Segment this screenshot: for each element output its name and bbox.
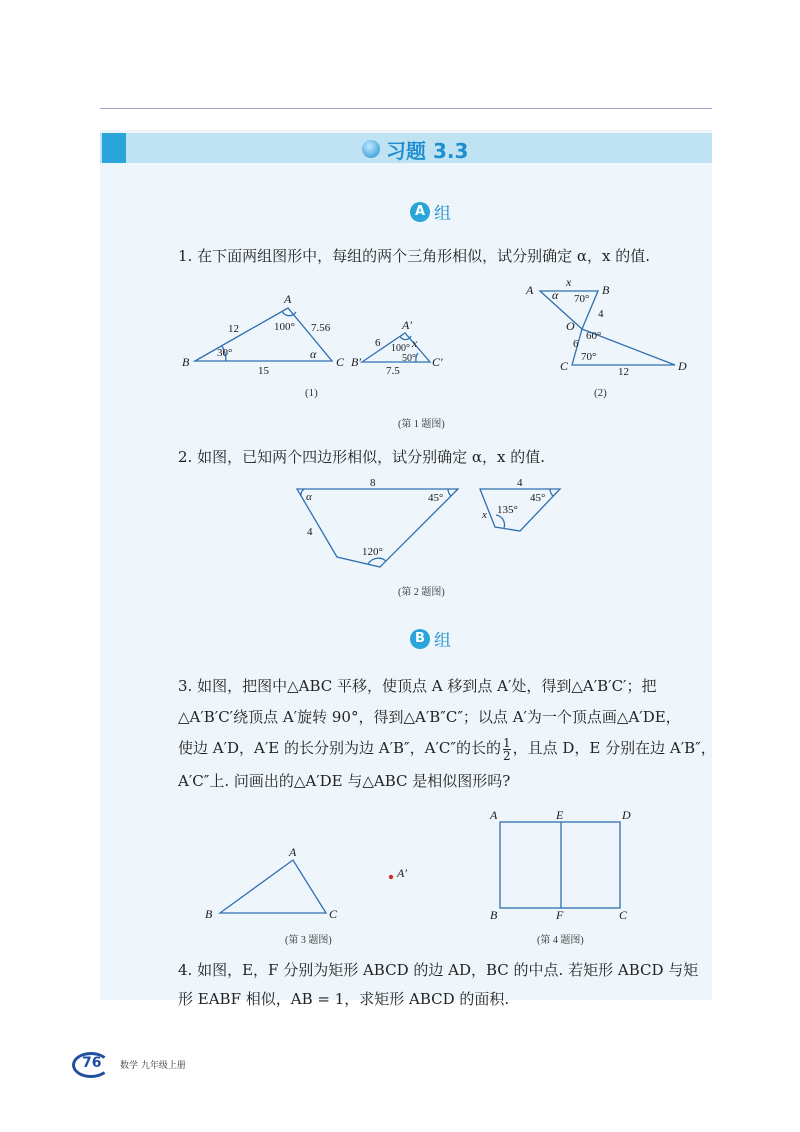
rectangle-abcd [500,822,620,908]
label-d: D [678,359,687,373]
label-c-fig3: C [329,907,338,921]
question-2: 2. 如图，已知两个四边形相似，试分别确定 α，x 的值. [178,448,545,466]
bulb-icon [362,140,380,158]
sub-caption-1: (1) [305,387,318,399]
angle-mark-alpha [301,489,304,496]
sub-caption-2: (2) [594,387,607,399]
label-angle-b-2: 70° [574,293,590,305]
label-bc: 15 [258,365,269,377]
figure-2-caption: (第 2 题图) [398,587,445,598]
angle-mark-a-prime [400,336,411,340]
label-cd: 12 [618,366,629,378]
label-ob: 4 [598,308,604,320]
angle-mark-a [282,311,296,316]
page-number: 76 [82,1055,102,1071]
label-side-8: 8 [370,477,376,489]
page-number-badge [72,1052,112,1078]
label-d-fig4: D [622,808,631,822]
label-angle-b: 30° [217,347,233,359]
question-3-line-3a: 使边 A′D，A′E 的长分别为边 A′B″，A′C″的长的 [178,739,501,757]
label-a-fig3: A [289,845,297,859]
label-alpha-2: α [552,288,559,302]
label-b: B [182,355,190,369]
fraction-numerator: 1 [502,735,511,750]
group-a-badge: A [410,202,430,222]
group-b-text: 组 [434,631,451,651]
group-a-heading [410,199,451,224]
group-b-heading [410,626,451,651]
label-f-fig4: F [556,908,564,922]
question-3-line-3b: ，且点 D，E 分别在边 A′B″， [512,739,716,757]
question-3-line-2: △A′B′C′绕顶点 A′旋转 90°，得到△A′B″C″；以点 A′为一个顶点画△A′DE， [178,708,681,726]
figure-2 [290,475,580,600]
label-45-large: 45° [428,492,444,504]
question-3-line-3 [178,734,718,762]
label-45-small: 45° [530,492,546,504]
label-x-q: x [482,509,487,521]
angle-mark-135 [496,515,504,528]
label-a-prime: A′ [402,318,412,332]
label-a-2: A [526,283,534,297]
question-4-line-1: 4. 如图，E，F 分别为矩形 ABCD 的边 AD，BC 的中点. 若矩形 ABCD 与矩 [178,961,699,979]
label-ab-prime: 6 [375,337,381,349]
question-3-line-1: 3. 如图，把图中△ABC 平移，使顶点 A 移到点 A′处，得到△A′B′C′；把 [178,677,657,695]
label-oc: 6 [573,338,579,350]
angle-mark-c-prime [416,353,418,362]
figure-4-caption: (第 4 题图) [537,935,584,946]
label-angle-c-prime: 50° [402,353,416,364]
figure-3-caption: (第 3 题图) [285,935,332,946]
label-x-1: x [412,336,418,350]
angle-mark-45-large [448,489,451,496]
label-a-fig4: A [490,808,498,822]
point-a-prime [389,875,393,879]
quadrilateral-small [480,489,560,531]
label-angle-o: 60° [586,330,602,342]
label-angle-a: 100° [274,321,295,333]
label-x-2: x [566,275,572,289]
label-angle-c-2: 70° [581,351,597,363]
section-title-text: 习题 3.3 [386,138,469,163]
label-side-4: 4 [307,526,313,538]
label-b-fig3: B [205,907,213,921]
label-side-4-small: 4 [517,477,523,489]
fraction-half [503,737,511,762]
label-b-fig4: B [490,908,498,922]
label-b-2: B [602,283,610,297]
label-135: 135° [497,504,518,516]
question-1: 1. 在下面两组图形中，每组的两个三角形相似，试分别确定 α，x 的值. [178,247,650,265]
label-alpha-q: α [306,491,312,503]
label-bc-prime: 7.5 [386,365,400,377]
label-b-prime: B′ [351,355,361,369]
label-a-prime-fig3: A′ [397,866,407,880]
label-c-prime: C′ [432,355,443,369]
label-c-2: C [560,359,569,373]
fraction-denominator: 2 [502,748,511,763]
label-alpha: α [310,347,317,361]
label-a: A [284,292,292,306]
label-ac: 7.56 [311,322,331,334]
section-title [362,136,502,162]
triangle-abc-fig3 [220,860,326,913]
label-c: C [336,355,345,369]
label-120: 120° [362,546,383,558]
angle-mark-45-small [550,489,553,496]
label-o: O [566,319,575,333]
book-title: 数学 九年级上册 [120,1061,186,1071]
group-b-badge: B [410,629,430,649]
top-rule [100,108,712,109]
label-angle-a-prime: 100° [391,343,410,354]
label-ab: 12 [228,323,239,335]
question-3-line-4: A′C″上. 问画出的△A′DE 与△ABC 是相似图形吗? [178,772,511,790]
label-e-fig4: E [556,808,564,822]
banner-marker [102,133,126,163]
group-a-text: 组 [434,204,451,224]
figure-1-caption: (第 1 题图) [398,419,445,430]
label-c-fig4: C [619,908,628,922]
figure-1 [170,275,710,440]
question-4-line-2: 形 EABF 相似，AB = 1，求矩形 ABCD 的面积. [178,990,510,1008]
figures-3-4 [195,800,645,950]
